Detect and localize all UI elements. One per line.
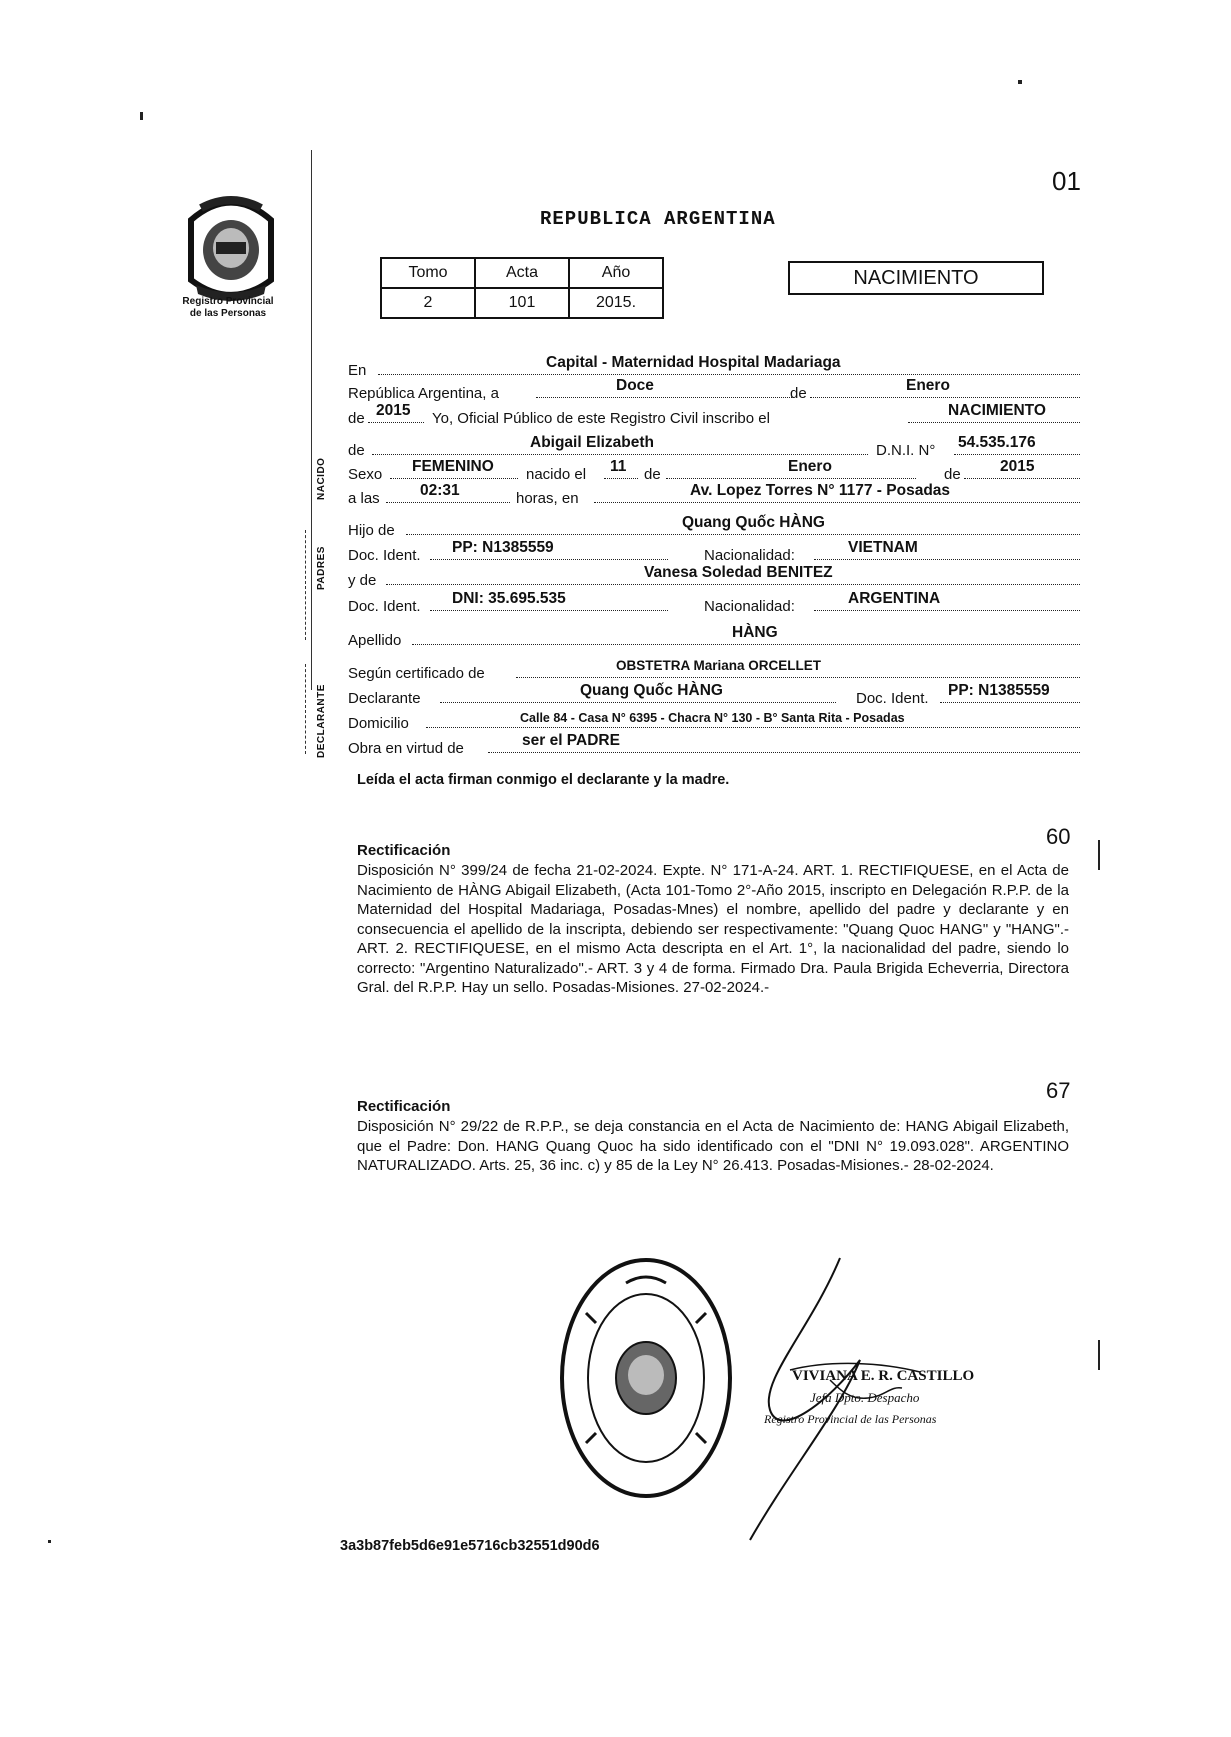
document-hash: 3a3b87feb5d6e91e5716cb32551d90d6: [340, 1538, 600, 1554]
de2-label: de: [348, 410, 365, 427]
segun-value: OBSTETRA Mariana ORCELLET: [616, 658, 822, 673]
side-label-padres: PADRES: [316, 546, 327, 590]
side-label-declarante: DECLARANTE: [316, 684, 327, 758]
yde-label: y de: [348, 572, 377, 589]
hijo-label: Hijo de: [348, 522, 395, 539]
name-value: Abigail Elizabeth: [530, 434, 655, 451]
nac2-value: ARGENTINA: [848, 590, 941, 607]
side-label-nacido: NACIDO: [316, 457, 327, 500]
mother-value: Vanesa Soledad BENITEZ: [644, 564, 833, 581]
a-las-label: a las: [348, 490, 380, 507]
registry-caption-line2: de las Personas: [189, 308, 267, 319]
nac1-value: VIETNAM: [848, 539, 918, 556]
doc1-label: Doc. Ident.: [348, 547, 421, 564]
sexo-value: FEMENINO: [412, 458, 494, 475]
doc2-value: DNI: 35.695.535: [452, 590, 566, 607]
republica-label: República Argentina, a: [348, 385, 499, 402]
acta-header-tomo: Tomo: [381, 258, 475, 288]
oficial-text: Yo, Oficial Público de este Registro Civil inscribo el: [432, 410, 770, 427]
acta-value-acta: 101: [475, 288, 569, 318]
apellido-value: HÀNG: [732, 624, 778, 641]
rectification-2-text: Disposición N° 29/22 de R.P.P., se deja constancia en el Acta de Nacimiento de: HANG Abigail Elizabeth, que el Padre: Don. HANG Quang Quoc ha sido identificado con el "DNI N° 19.093.028". ARGENTINO NATURALIZADO. Arts. 25, 36 inc. c) y 85 de la Ley N° 26.413. Posadas-Misiones.- 28-02-2024.: [357, 1118, 1069, 1174]
acta-header-anio: Año: [569, 258, 663, 288]
horas-label: horas, en: [516, 490, 579, 507]
row-domicilio: [348, 713, 1082, 735]
dni-label: D.N.I. N°: [876, 442, 936, 459]
row-apellido: [348, 624, 1082, 652]
nac1-label: Nacionalidad:: [704, 547, 795, 564]
acta-value-anio: 2015.: [569, 288, 663, 318]
rectification-2-number: 67: [1046, 1078, 1071, 1103]
signatory-role: Jefa Dpto. Despacho: [810, 1390, 920, 1405]
row-obra: [348, 732, 1082, 760]
page-number: 01: [1052, 166, 1081, 196]
de3-label: de: [644, 466, 661, 483]
acta-table: [380, 257, 664, 319]
country-title: REPUBLICA ARGENTINA: [540, 208, 776, 230]
name-label: de: [348, 442, 365, 459]
year-value: 2015: [376, 402, 411, 419]
place-value: Av. Lopez Torres N° 1177 - Posadas: [690, 482, 951, 499]
rectification-1-text: Disposición N° 399/24 de fecha 21-02-2024. Expte. N° 171-A-24. ART. 1. RECTIFIQUESE, en el Acta de Nacimiento de HÀNG Abigail Elizabeth, (Acta 101-Tomo 2°-Año 2015, inscripto en Delegación R.P.P. de la Maternidad del Hospital Madariaga, Posadas-Mnes) el nombre, apellido del padre y declarante y en consecuencia el apellido de la inscripta, debiendo ser respectivamente: "Quang Quoc HANG" y "HANG".- ART. 2. RECTIFIQUESE, en el mismo Acta descripta en el Art. 1°, la nacionalidad del padre, siendo lo correcto: "Argentino Naturalizado".- ART. 3 y 4 de forma. Firmado Dra. Paula Brigida Echeverria, Directora Gral. del R.P.P. Hay un sello. Posadas-Misiones. 27-02-2024.-: [357, 862, 1069, 996]
docident-value: PP: N1385559: [948, 682, 1050, 699]
de-label: de: [790, 385, 807, 402]
dni-value: 54.535.176: [958, 434, 1036, 451]
scan-speck: [1018, 80, 1022, 84]
doc2-label: Doc. Ident.: [348, 598, 421, 615]
nac2-label: Nacionalidad:: [704, 598, 795, 615]
scan-speck: [1098, 840, 1100, 870]
segun-label: Según certificado de: [348, 665, 485, 682]
registry-caption: [168, 296, 288, 320]
registry-caption-line1: Registro Provincial: [182, 296, 274, 307]
rectification-1-number: 60: [1046, 824, 1071, 849]
apellido-label: Apellido: [348, 632, 402, 649]
row-oficial: [348, 402, 1082, 430]
acta-header-acta: Acta: [475, 258, 569, 288]
nacido-label: nacido el: [526, 466, 587, 483]
declarante-value: Quang Quốc HÀNG: [580, 682, 723, 699]
scan-speck: [140, 112, 143, 120]
doc1-value: PP: N1385559: [452, 539, 554, 556]
dotted-line: [536, 396, 792, 398]
obra-value: ser el PADRE: [522, 732, 620, 749]
month-value: Enero: [906, 377, 950, 394]
signatory-organization: Registro Provincial de las Personas: [764, 1412, 937, 1426]
act-type-box: NACIMIENTO: [788, 261, 1044, 295]
rectification-1-title: Rectificación: [357, 842, 451, 859]
domicilio-label: Domicilio: [348, 715, 409, 732]
sexo-label: Sexo: [348, 466, 383, 483]
birth-day: 11: [610, 458, 627, 475]
closing-statement: Leída el acta firman conmigo el declarante y la madre.: [357, 772, 730, 788]
birth-month: Enero: [788, 458, 832, 475]
de4-label: de: [944, 466, 961, 483]
birth-year: 2015: [1000, 458, 1035, 475]
obra-label: Obra en virtud de: [348, 740, 464, 757]
en-label: En: [348, 362, 367, 379]
inscribe-value: NACIMIENTO: [948, 402, 1046, 419]
scan-speck: [48, 1540, 51, 1543]
domicilio-value: Calle 84 - Casa N° 6395 - Chacra N° 130 - B° Santa Rita - Posadas: [520, 711, 905, 725]
row-en: [348, 354, 1082, 382]
rectification-2-title: Rectificación: [357, 1098, 451, 1115]
acta-value-tomo: 2: [381, 288, 475, 318]
day-value: Doce: [616, 377, 654, 394]
signatory-name: VIVIANA E. R. CASTILLO: [792, 1368, 975, 1384]
father-value: Quang Quốc HÀNG: [682, 514, 825, 531]
en-value: Capital - Maternidad Hospital Madariaga: [546, 354, 841, 371]
left-divider: [311, 150, 312, 690]
padres-bracket: [305, 530, 306, 640]
scan-speck: [1098, 1340, 1100, 1370]
declarante-bracket: [305, 664, 306, 754]
declarante-label: Declarante: [348, 690, 421, 707]
docident-label: Doc. Ident.: [856, 690, 929, 707]
hour-value: 02:31: [420, 482, 460, 499]
row-hora: [348, 482, 1082, 510]
row-doc2: [348, 590, 1082, 618]
